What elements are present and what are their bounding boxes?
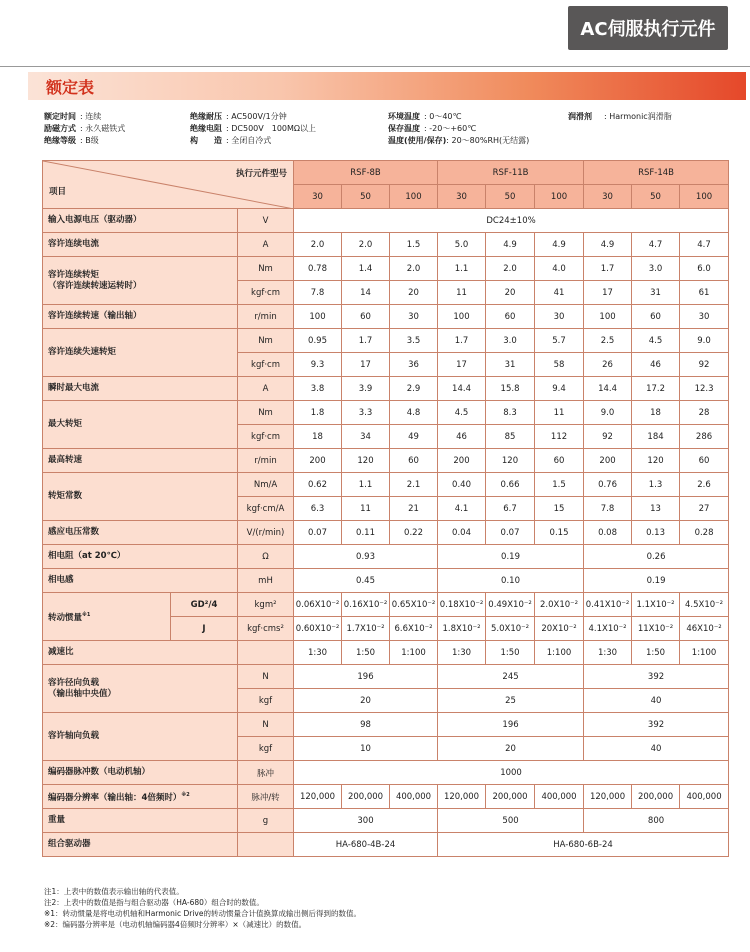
corner-item-label: 项目 — [49, 187, 67, 197]
cell: 0.08 — [584, 521, 632, 545]
row-label: 容许轴向负载 — [43, 713, 238, 761]
specs-col-4: 润滑剂 : Harmonic润滑脂 — [568, 112, 672, 121]
row-unit: g — [238, 809, 294, 833]
cell: 196 — [438, 713, 584, 737]
table-row — [43, 209, 729, 233]
cell: 300 — [294, 809, 438, 833]
row-label: 最高转速 — [43, 449, 238, 473]
table-row — [43, 641, 729, 665]
table-row — [43, 569, 729, 593]
cell: 245 — [438, 665, 584, 689]
row-unit: N — [238, 713, 294, 737]
cell: HA-680-6B-24 — [438, 833, 729, 857]
row-unit — [238, 641, 294, 665]
cell: 30 — [680, 305, 729, 329]
cell: 7.8 — [294, 281, 342, 305]
cell: 3.3 — [342, 401, 390, 425]
cell: 4.1X10⁻² — [584, 617, 632, 641]
cell: 40 — [584, 689, 729, 713]
row-label: 容许连续电流 — [43, 233, 238, 257]
row-unit: kgf — [238, 737, 294, 761]
cell: 4.8 — [390, 401, 438, 425]
cell: 6.3 — [294, 497, 342, 521]
table-row — [43, 401, 729, 425]
cell: 400,000 — [535, 785, 584, 809]
cell: 11X10⁻² — [632, 617, 680, 641]
cell: 4.9 — [535, 233, 584, 257]
cell: 36 — [390, 353, 438, 377]
cell: 200 — [584, 449, 632, 473]
footnote: 注2：上表中的数值是指与组合驱动器（HA-680）组合时的数值。 — [44, 898, 264, 907]
row-unit: 脉冲 — [238, 761, 294, 785]
title-bar — [28, 72, 746, 100]
cell: 17.2 — [632, 377, 680, 401]
cell: 46X10⁻² — [680, 617, 729, 641]
cell: 1:50 — [486, 641, 535, 665]
cell: 49 — [390, 425, 438, 449]
ratio-header: 100 — [390, 185, 438, 209]
row-label: 容许连续转矩 （容许连续转速运转时） — [43, 257, 238, 305]
table-row — [43, 329, 729, 353]
cell: 120,000 — [294, 785, 342, 809]
cell: 200 — [294, 449, 342, 473]
cell: 3.0 — [632, 257, 680, 281]
cell: 26 — [584, 353, 632, 377]
ratio-header: 30 — [294, 185, 342, 209]
cell: HA-680-4B-24 — [294, 833, 438, 857]
table-row — [43, 257, 729, 281]
cell: 0.18X10⁻² — [438, 593, 486, 617]
cell: 1.1 — [438, 257, 486, 281]
cell: 1.1 — [342, 473, 390, 497]
cell: 17 — [342, 353, 390, 377]
cell: 60 — [342, 305, 390, 329]
cell: 1:30 — [294, 641, 342, 665]
section-tag: AC伺服执行元件 — [568, 6, 728, 50]
cell: 9.3 — [294, 353, 342, 377]
cell: 0.49X10⁻² — [486, 593, 535, 617]
cell: 0.22 — [390, 521, 438, 545]
rating-table — [42, 160, 729, 857]
row-label: 瞬时最大电流 — [43, 377, 238, 401]
cell: 21 — [390, 497, 438, 521]
cell: 2.0 — [294, 233, 342, 257]
row-sublabel: J — [171, 617, 238, 641]
table-row — [43, 713, 729, 737]
row-unit: Ω — [238, 545, 294, 569]
row-label: 减速比 — [43, 641, 238, 665]
specs-col-2: 绝缘耐压 : AC500V/1分钟 绝缘电阻 : DC500V 100MΩ以上 构 造 : 全闭自冷式 — [190, 112, 317, 145]
cell: 61 — [680, 281, 729, 305]
cell: 0.15 — [535, 521, 584, 545]
row-unit: kgf·cm — [238, 281, 294, 305]
cell: 15 — [535, 497, 584, 521]
row-unit: 脉冲/转 — [238, 785, 294, 809]
table-row — [43, 833, 729, 857]
cell: 20X10⁻² — [535, 617, 584, 641]
cell: 31 — [632, 281, 680, 305]
cell: 46 — [438, 425, 486, 449]
cell: 41 — [535, 281, 584, 305]
cell: 4.7 — [680, 233, 729, 257]
cell: 4.5 — [438, 401, 486, 425]
table-row — [43, 233, 729, 257]
cell: 2.0 — [342, 233, 390, 257]
cell: 5.7 — [535, 329, 584, 353]
cell: 9.0 — [680, 329, 729, 353]
table-row — [43, 521, 729, 545]
cell: 120 — [632, 449, 680, 473]
cell: 98 — [294, 713, 438, 737]
cell: 4.5X10⁻² — [680, 593, 729, 617]
cell: 46 — [632, 353, 680, 377]
cell: 17 — [438, 353, 486, 377]
ratio-header: 100 — [680, 185, 729, 209]
cell: 0.78 — [294, 257, 342, 281]
cell: 27 — [680, 497, 729, 521]
cell: 60 — [680, 449, 729, 473]
cell: 8.3 — [486, 401, 535, 425]
cell: 13 — [632, 497, 680, 521]
cell: 14.4 — [438, 377, 486, 401]
row-unit: kgf·cm/A — [238, 497, 294, 521]
cell: 100 — [438, 305, 486, 329]
cell: 0.41X10⁻² — [584, 593, 632, 617]
cell: 1.7 — [342, 329, 390, 353]
cell: 15.8 — [486, 377, 535, 401]
page-title: 额定表 — [46, 78, 95, 97]
cell: 0.06X10⁻² — [294, 593, 342, 617]
cell: 184 — [632, 425, 680, 449]
cell: 14 — [342, 281, 390, 305]
ratio-header: 100 — [535, 185, 584, 209]
model-header: RSF-11B — [438, 161, 584, 185]
ratio-header: 30 — [438, 185, 486, 209]
specs-col-1: 额定时间 : 连续 励磁方式 : 永久磁铁式 绝缘等级 : B级 — [44, 112, 126, 145]
cell: 0.28 — [680, 521, 729, 545]
row-unit: Nm/A — [238, 473, 294, 497]
table-row — [43, 785, 729, 809]
cell: 500 — [438, 809, 584, 833]
cell: 1000 — [294, 761, 729, 785]
cell: 0.13 — [632, 521, 680, 545]
ratio-header: 50 — [486, 185, 535, 209]
cell: 34 — [342, 425, 390, 449]
row-unit: mH — [238, 569, 294, 593]
table-row — [43, 305, 729, 329]
cell: 0.40 — [438, 473, 486, 497]
cell: 120 — [486, 449, 535, 473]
row-label: 感应电压常数 — [43, 521, 238, 545]
cell: 0.10 — [438, 569, 584, 593]
footnotes — [44, 886, 361, 930]
table-row — [43, 377, 729, 401]
cell: 112 — [535, 425, 584, 449]
cell: 4.7 — [632, 233, 680, 257]
cell: 20 — [390, 281, 438, 305]
specs-col-3: 环境温度 : 0～40℃ 保存温度 : -20～+60℃ 温度(使用/保存): 20～80%RH(无结露) — [388, 112, 530, 145]
cell: 400,000 — [390, 785, 438, 809]
table-corner — [43, 161, 294, 209]
cell: 28 — [680, 401, 729, 425]
row-unit: N — [238, 665, 294, 689]
cell: 10 — [294, 737, 438, 761]
cell: 60 — [390, 449, 438, 473]
row-unit: kgm² — [238, 593, 294, 617]
cell: 2.6 — [680, 473, 729, 497]
row-unit: r/min — [238, 449, 294, 473]
row-sublabel: GD²/4 — [171, 593, 238, 617]
cell: 196 — [294, 665, 438, 689]
cell: 14.4 — [584, 377, 632, 401]
cell: 1:100 — [535, 641, 584, 665]
row-label: 输入电源电压（驱动器） — [43, 209, 238, 233]
row-unit: kgf·cm — [238, 353, 294, 377]
cell: 30 — [390, 305, 438, 329]
table-row — [43, 473, 729, 497]
row-label: 容许连续失速转矩 — [43, 329, 238, 377]
footnote: ※1：转动惯量是将电动机轴和Harmonic Drive的转动惯量合计值换算成输出侧后得到的数值。 — [44, 909, 361, 918]
cell: 6.6X10⁻² — [390, 617, 438, 641]
row-unit: kgf·cm — [238, 425, 294, 449]
cell: 25 — [438, 689, 584, 713]
cell: 100 — [294, 305, 342, 329]
cell: 1.7X10⁻² — [342, 617, 390, 641]
row-label: 相电阻（at 20℃） — [43, 545, 238, 569]
row-unit: kgf·cms² — [238, 617, 294, 641]
cell: 4.0 — [535, 257, 584, 281]
cell: 17 — [584, 281, 632, 305]
cell: 800 — [584, 809, 729, 833]
row-label: 转矩常数 — [43, 473, 238, 521]
cell: 0.26 — [584, 545, 729, 569]
cell: 0.65X10⁻² — [390, 593, 438, 617]
cell: 1:50 — [342, 641, 390, 665]
cell: 31 — [486, 353, 535, 377]
cell: 18 — [294, 425, 342, 449]
cell: 1:50 — [632, 641, 680, 665]
cell: 200,000 — [486, 785, 535, 809]
cell: 1:100 — [390, 641, 438, 665]
cell: 0.93 — [294, 545, 438, 569]
cell: 0.07 — [486, 521, 535, 545]
cell: 1.8 — [294, 401, 342, 425]
cell: 3.0 — [486, 329, 535, 353]
cell: 0.19 — [438, 545, 584, 569]
row-unit: kgf — [238, 689, 294, 713]
cell: 11 — [438, 281, 486, 305]
cell: 1:30 — [584, 641, 632, 665]
row-unit: Nm — [238, 401, 294, 425]
table-row — [43, 665, 729, 689]
cell: 0.11 — [342, 521, 390, 545]
cell: 1.5 — [390, 233, 438, 257]
row-label: 容许连续转速（输出轴） — [43, 305, 238, 329]
cell: 1.7 — [584, 257, 632, 281]
cell: 392 — [584, 665, 729, 689]
cell: 0.07 — [294, 521, 342, 545]
header-divider — [0, 66, 750, 67]
footnote: 注1：上表中的数值表示输出轴的代表值。 — [44, 887, 184, 896]
row-label: 容许径向负载 （输出轴中央值） — [43, 665, 238, 713]
cell: 11 — [342, 497, 390, 521]
cell: DC24±10% — [294, 209, 729, 233]
cell: 1.1X10⁻² — [632, 593, 680, 617]
cell: 4.5 — [632, 329, 680, 353]
cell: 120 — [342, 449, 390, 473]
cell: 9.0 — [584, 401, 632, 425]
cell: 120,000 — [438, 785, 486, 809]
cell: 18 — [632, 401, 680, 425]
cell: 9.4 — [535, 377, 584, 401]
cell: 1.3 — [632, 473, 680, 497]
table-row — [43, 593, 729, 617]
cell: 0.04 — [438, 521, 486, 545]
row-label: 编码器分辨率（输出轴：4倍频时）$^{※2}$ — [43, 785, 238, 809]
cell: 2.9 — [390, 377, 438, 401]
cell: 20 — [438, 737, 584, 761]
ratio-header: 30 — [584, 185, 632, 209]
cell: 58 — [535, 353, 584, 377]
row-unit: V/(r/min) — [238, 521, 294, 545]
row-label: 重量 — [43, 809, 238, 833]
cell: 0.60X10⁻² — [294, 617, 342, 641]
cell: 3.5 — [390, 329, 438, 353]
cell: 0.62 — [294, 473, 342, 497]
cell: 0.76 — [584, 473, 632, 497]
row-label: 最大转矩 — [43, 401, 238, 449]
row-label: 转动惯量$^{※1}$ — [43, 593, 171, 641]
footnote: ※2：编码器分辨率是（电动机轴编码器4倍频时分辨率）×（减速比）的数值。 — [44, 920, 307, 929]
cell: 286 — [680, 425, 729, 449]
row-unit: Nm — [238, 257, 294, 281]
cell: 0.66 — [486, 473, 535, 497]
ratio-header: 50 — [342, 185, 390, 209]
table-row — [43, 809, 729, 833]
cell: 1:30 — [438, 641, 486, 665]
cell: 100 — [584, 305, 632, 329]
cell: 2.0 — [390, 257, 438, 281]
cell: 2.0 — [486, 257, 535, 281]
cell: 4.1 — [438, 497, 486, 521]
cell: 0.16X10⁻² — [342, 593, 390, 617]
cell: 92 — [680, 353, 729, 377]
cell: 92 — [584, 425, 632, 449]
cell: 4.9 — [584, 233, 632, 257]
cell: 7.8 — [584, 497, 632, 521]
cell: 1:100 — [680, 641, 729, 665]
cell: 1.8X10⁻² — [438, 617, 486, 641]
table-row — [43, 761, 729, 785]
cell: 2.5 — [584, 329, 632, 353]
cell: 1.4 — [342, 257, 390, 281]
cell: 4.9 — [486, 233, 535, 257]
cell: 200,000 — [632, 785, 680, 809]
row-unit: A — [238, 233, 294, 257]
corner-model-label: 执行元件型号 — [236, 169, 288, 179]
table-row — [43, 545, 729, 569]
model-header: RSF-14B — [584, 161, 729, 185]
cell: 2.0X10⁻² — [535, 593, 584, 617]
cell: 11 — [535, 401, 584, 425]
cell: 0.95 — [294, 329, 342, 353]
cell: 60 — [535, 449, 584, 473]
cell: 200 — [438, 449, 486, 473]
cell: 2.1 — [390, 473, 438, 497]
cell: 6.0 — [680, 257, 729, 281]
model-header: RSF-8B — [294, 161, 438, 185]
cell: 1.7 — [438, 329, 486, 353]
cell: 5.0 — [438, 233, 486, 257]
cell: 3.9 — [342, 377, 390, 401]
cell: 30 — [535, 305, 584, 329]
row-unit: Nm — [238, 329, 294, 353]
row-unit: A — [238, 377, 294, 401]
cell: 60 — [486, 305, 535, 329]
cell: 60 — [632, 305, 680, 329]
row-unit: V — [238, 209, 294, 233]
cell: 40 — [584, 737, 729, 761]
cell: 20 — [294, 689, 438, 713]
ratio-header: 50 — [632, 185, 680, 209]
cell: 120,000 — [584, 785, 632, 809]
row-unit: r/min — [238, 305, 294, 329]
row-label: 相电感 — [43, 569, 238, 593]
cell: 6.7 — [486, 497, 535, 521]
cell: 200,000 — [342, 785, 390, 809]
row-label: 组合驱动器 — [43, 833, 238, 857]
cell: 0.19 — [584, 569, 729, 593]
cell: 5.0X10⁻² — [486, 617, 535, 641]
table-row — [43, 449, 729, 473]
cell: 85 — [486, 425, 535, 449]
row-unit — [238, 833, 294, 857]
cell: 3.8 — [294, 377, 342, 401]
cell: 12.3 — [680, 377, 729, 401]
cell: 392 — [584, 713, 729, 737]
cell: 400,000 — [680, 785, 729, 809]
cell: 20 — [486, 281, 535, 305]
cell: 1.5 — [535, 473, 584, 497]
row-label: 编码器脉冲数（电动机轴） — [43, 761, 238, 785]
cell: 0.45 — [294, 569, 438, 593]
